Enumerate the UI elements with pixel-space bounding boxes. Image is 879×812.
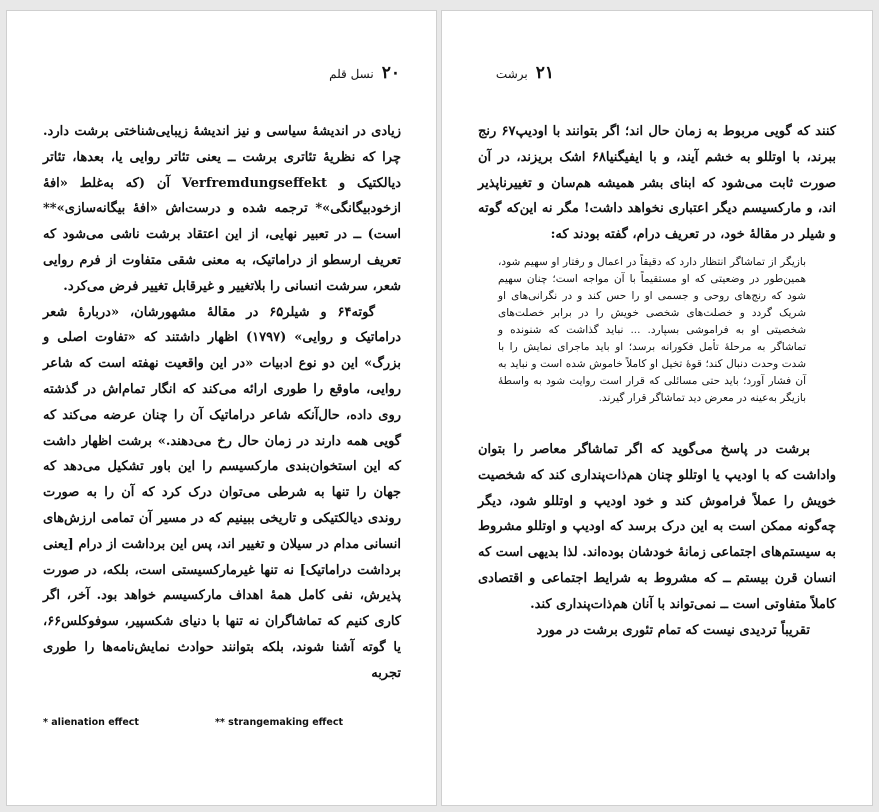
running-title: برشت	[495, 67, 528, 81]
paragraph: برشت در پاسخ می‌گوید که اگر تماشاگر معاصر را بتوان واداشت که با اودیپ یا اوتللو چنان هم‌ذات‌پنداری کند که شخصیت خویش را عملاً فراموش کند و خود اودیپ و اوتللو شود، دیگر چه‌گونه ممکن است به این درک برسد که اودیپ و اوتللو مشروط به سیستم‌های اجتماعی زمانهٔ خودشان بوده‌اند. لذا بدیهی است که انسان قرن بیستم ــ که مشروط به شرایط اجتماعی و اقتصادی کاملاً متفاوتی است ــ نمی‌تواند با آنان هم‌ذات‌پنداری کند.	[478, 441, 836, 612]
footnotes	[43, 717, 343, 728]
block-quote: بازیگر از تماشاگر انتظار دارد که دقیقاً در اعمال و رفتار او سهیم شود، همین‌طور در وضعیتی که او مستقیماً با آن مواجه است؛ چنان سهیم شود که رنج‌های روحی و جسمی او را حس کند و در نگرانی‌های او شریک گردد و خصلت‌های شخصی خویش را در برابر خصلت‌های شخصیتی او به فراموشی بسپارد. ... نباید گذاشت که شنونده و تماشاگر به مرحلهٔ تأمل فکورانه برسد؛ او باید ماجرای نمایش را با شدت وحدت دنبال کند؛ قوهٔ تخیل او کاملاً خاموش شده است و نباید به آن فشار آورد؛ باید حتی مسائلی که قرار است روایت شود به واسطهٔ بازیگر به‌عینه در معرض دید تماشاگر قرار گیرند.	[498, 255, 806, 404]
paragraph: کنند که گویی مربوط به زمان حال اند؛ اگر بتوانند با اودیپ۶۷ رنج ببرند، با اوتللو به خشم آیند، و با ایفیگنیا۶۸ اشک بریزند، در آن صورت ثابت می‌شود که ابنای بشر همیشه هم‌سان و تغییرناپذیر اند، و مارکسیسم دیگر اعتباری نخواهد داشت! مگر نه این‌که گوته و شیلر در مقالهٔ خود، در تعریف درام، گفته بودند که:	[478, 124, 836, 243]
lower-text	[478, 437, 836, 643]
footnote: * alienation effect	[43, 717, 139, 728]
running-title: نسل قلم	[329, 67, 374, 81]
text-column	[43, 119, 401, 687]
paragraph: زیادی در اندیشهٔ سیاسی و نیز اندیشهٔ زیبایی‌شناختی برشت دارد. چرا که نظریهٔ تئاتری برشت ــ یعنی تئاتر روایی یا، بعدها، تئاتر دیالکتیک و Verfremdungseffekt آن (که به‌غلط «افهٔ ازخودبیگانگی»* ترجمه شده و درست‌اش «افهٔ بیگانه‌سازی»** است) ــ در تعبیر نهایی، از این اعتقاد برشت ناشی می‌شود که تعریف ارسطو از دراماتیک، به معنی شقی متفاوت از فرم روایی شعر، سرشت انسانی را بلاتغییر و غیرقابل تغییر فرض می‌کرد.	[43, 124, 401, 294]
footnote: ** strangemaking effect	[214, 717, 343, 728]
page-header	[329, 63, 400, 83]
right-page	[441, 10, 873, 806]
page-number: ۲۱	[535, 63, 554, 83]
paragraph: گوته۶۴ و شیلر۶۵ در مقالهٔ مشهورشان، «دربارهٔ شعر دراماتیک و روایی» (۱۷۹۷) اظهار داشتند که «تفاوت اصلی و بزرگ» این دو نوع ادبیات «در این واقعیت نهفته است که شاعر روایی، ماوقع را طوری ارائه می‌کند که انگار تمام‌اش در گذشته روی داده، حال‌آنکه شاعر دراماتیک آن را چنان عرضه می‌کند که گویی همه دارند در زمان حال رخ می‌دهند.» برشت اظهار داشت که این استخوان‌بندی مارکسیسم را این باور تشکیل می‌دهد که جهان را تنها به شرطی می‌توان درک کرد که آن را به صورت روندی دیالکتیکی و تاریخی ببینیم که در مسیر آن تمامی ارزش‌های انسانی مدام در سیلان و تغییر اند، پس این برداشت از درام [یعنی برداشت دراماتیک] نه تنها غیرمارکسیستی است، بلکه، در صورت پذیرش، نفی کامل همهٔ اهداف مارکسیسم خواهد بود. آخر، اگر کاری کنیم که تماشاگران نه تنها با دنیای شکسپیر، سوفوکلس۶۶، یا گوته آشنا شوند، بلکه بتوانند حوادث نمایش‌نامه‌ها را طوری تجربه	[43, 304, 401, 681]
page-number: ۲۰	[381, 63, 400, 83]
page-header	[496, 63, 554, 83]
text-column	[478, 119, 836, 643]
paragraph: تقریباً تردیدی نیست که تمام تئوری برشت در مورد	[536, 622, 810, 638]
left-page	[6, 10, 437, 806]
